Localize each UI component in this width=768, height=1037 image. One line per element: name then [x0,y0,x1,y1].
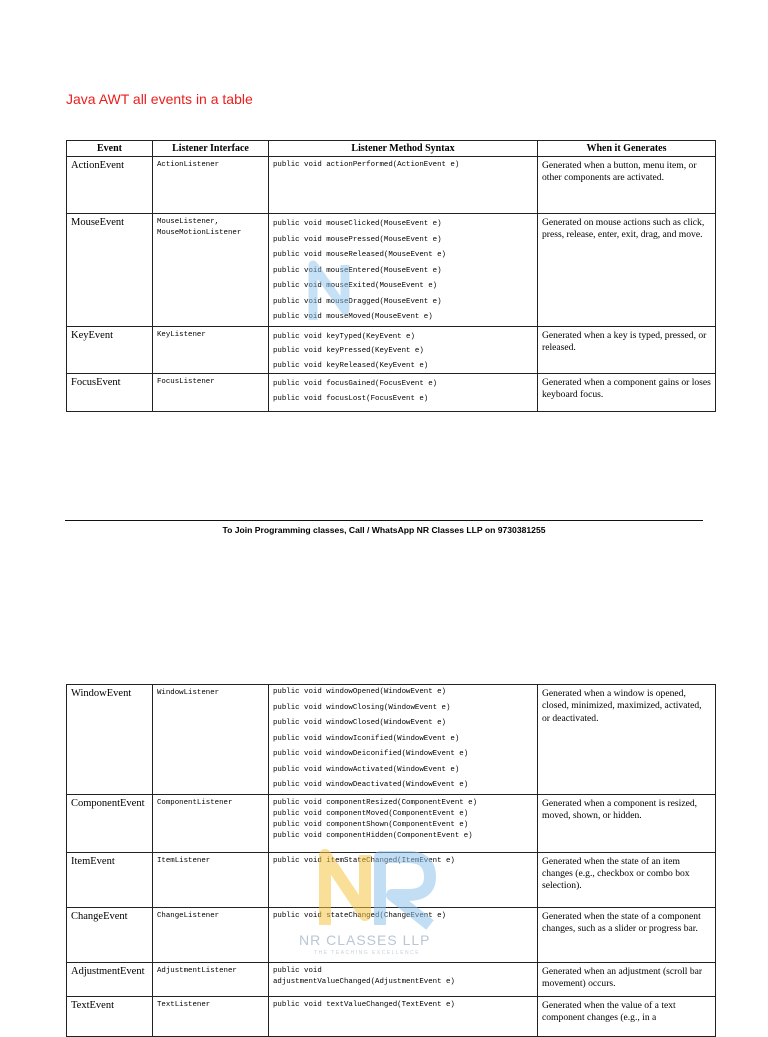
method-line: public void mouseExited(MouseEvent e) [273,282,438,290]
method-line: public void windowOpened(WindowEvent e) [273,688,446,696]
events-table-page-2 [66,684,716,1037]
method-line: public void windowActivated(WindowEvent e) [273,765,460,774]
when-cell: Generated when a window is opened, closed, minimized, maximized, activated, or deactivated. [538,685,716,795]
method-line: public void componentShown(ComponentEvent e) [273,820,469,829]
method-line: public void componentMoved(ComponentEvent e) [273,809,469,818]
method-line: public void actionPerformed(ActionEvent e) [273,161,460,169]
method-line: public void stateChanged(ChangeEvent e) [273,911,446,920]
listener-cell [153,962,269,996]
when-cell: Generated when a button, menu item, or other components are activated. [538,157,716,214]
event-cell: ItemEvent [67,852,153,907]
method-line: public void keyPressed(KeyEvent e) [273,347,424,355]
watermark-subtext: THE TEACHING EXCELLENCE [314,950,421,956]
event-cell: MouseEvent [67,214,153,327]
event-cell: ChangeEvent [67,907,153,962]
listener-cell [153,685,269,795]
table-row [67,685,716,795]
method-cell [269,157,538,214]
method-line: public void mousePressed(MouseEvent e) [273,235,442,244]
table-header-row [67,141,716,157]
when-cell: Generated when the value of a text component changes (e.g., in a [538,996,716,1036]
listener-cell [153,996,269,1036]
method-line: public void keyReleased(KeyEvent e) [273,361,429,370]
method-cell [269,852,538,907]
header-listener-interface: Listener Interface [153,141,269,157]
event-cell: ComponentEvent [67,794,153,852]
method-line: adjustmentValueChanged(AdjustmentEvent e) [273,977,455,986]
watermark-text: NR CLASSES LLP [299,932,431,948]
when-cell: Generated when an adjustment (scroll bar movement) occurs. [538,962,716,996]
listener-name: KeyListener [157,330,206,339]
method-line: public void focusLost(FocusEvent e) [273,394,429,403]
method-line: public void componentResized(ComponentEvent e) [273,798,478,807]
when-cell: Generated when a component is resized, moved, shown, or hidden. [538,794,716,852]
event-cell: FocusEvent [67,374,153,412]
table-row [67,374,716,412]
method-line: public void windowDeiconified(WindowEvent e) [273,750,469,758]
table-row [67,326,716,374]
header-event: Event [67,141,153,157]
listener-cell [153,326,269,374]
listener-cell [153,852,269,907]
method-cell [269,996,538,1036]
method-cell [269,214,538,327]
method-cell [269,794,538,852]
method-line: public void keyTyped(KeyEvent e) [273,332,415,341]
method-line: public void mouseEntered(MouseEvent e) [273,266,442,275]
when-cell: Generated when a key is typed, pressed, or released. [538,326,716,374]
listener-cell [153,794,269,852]
events-table-page-1 [66,140,716,412]
listener-name: FocusListener [157,378,215,386]
listener-cell [153,157,269,214]
method-line: public void windowDeactivated(WindowEvent e) [273,781,469,789]
listener-name: AdjustmentListener [157,966,237,975]
method-cell [269,962,538,996]
method-line: public void windowClosing(WindowEvent e) [273,703,451,712]
method-line: public void windowIconified(WindowEvent e) [273,734,460,743]
when-cell: Generated when a component gains or loses keyboard focus. [538,374,716,412]
footer-divider [65,520,703,521]
footer-contact-text: To Join Programming classes, Call / WhatsApp NR Classes LLP on 9730381255 [222,525,546,535]
listener-name: ItemListener [157,856,211,865]
when-cell: Generated when the state of a component changes, such as a slider or progress bar. [538,907,716,962]
listener-name: ActionListener [157,161,220,169]
when-cell: Generated when the state of an item changes (e.g., checkbox or combo box selection). [538,852,716,907]
event-cell: AdjustmentEvent [67,962,153,996]
listener-cell [153,907,269,962]
listener-cell [153,374,269,412]
listener-cell [153,214,269,327]
table-row [67,157,716,214]
table-row [67,214,716,327]
method-line: public void mouseMoved(MouseEvent e) [273,313,433,321]
event-cell: ActionEvent [67,157,153,214]
listener-name: TextListener [157,1000,211,1009]
method-cell [269,907,538,962]
method-cell [269,374,538,412]
method-line: public void windowClosed(WindowEvent e) [273,719,446,727]
table-row [67,794,716,852]
listener-name: WindowListener [157,689,220,697]
header-listener-method-syntax: Listener Method Syntax [269,141,538,157]
method-line: public void mouseDragged(MouseEvent e) [273,297,442,306]
event-cell: KeyEvent [67,326,153,374]
table-row [67,962,716,996]
table-row [67,907,716,962]
table-row [67,996,716,1036]
method-line: public void mouseClicked(MouseEvent e) [273,220,442,228]
event-cell: TextEvent [67,996,153,1036]
method-line: public void mouseReleased(MouseEvent e) [273,251,446,259]
event-cell: WindowEvent [67,685,153,795]
table-row [67,852,716,907]
document-title: Java AWT all events in a table [66,91,253,107]
when-cell: Generated on mouse actions such as click, press, release, enter, exit, drag, and move. [538,214,716,327]
listener-name: ComponentListener [157,798,233,807]
listener-name: ChangeListener [157,911,220,920]
method-line: public void componentHidden(ComponentEvent e) [273,831,473,840]
method-cell [269,685,538,795]
header-when-it-generates: When it Generates [538,141,716,157]
method-cell [269,326,538,374]
method-line: public void itemStateChanged(ItemEvent e) [273,856,455,865]
method-line: public void textValueChanged(TextEvent e) [273,1000,455,1009]
listener-name: MouseMotionListener [157,229,242,238]
method-line: public void [273,966,322,975]
method-line: public void focusGained(FocusEvent e) [273,380,438,388]
listener-name: MouseListener, [157,218,220,226]
